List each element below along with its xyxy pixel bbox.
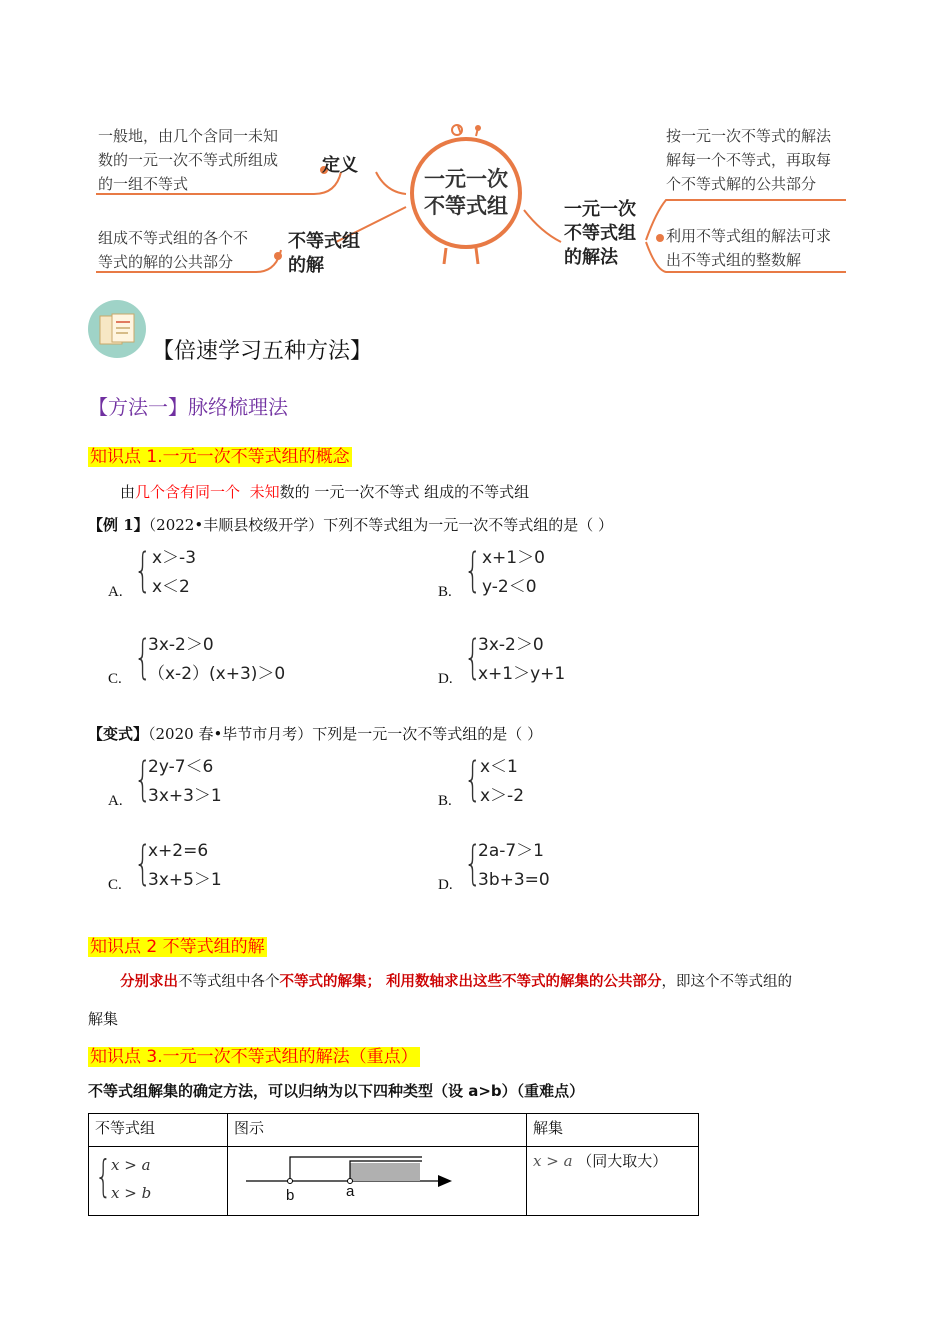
brace-icon: { bbox=[134, 836, 152, 890]
method1-title: 【方法一】脉络梳理法 bbox=[88, 395, 288, 419]
solution-text: 组成不等式组的各个不 等式的解的公共部分 bbox=[98, 229, 249, 271]
option-b-letter: B. bbox=[438, 584, 452, 600]
method-text-2: 利用不等式组的解法可求 出不等式组的整数解 bbox=[666, 227, 832, 269]
kp3-subtitle: 不等式组解集的确定方法，可以归纳为以下四种类型（设 a>b）（重难点） bbox=[88, 1082, 585, 1100]
center-line-1: 一元一次 bbox=[424, 167, 508, 191]
definition-node: 定义 bbox=[322, 155, 358, 176]
brace-icon: { bbox=[464, 836, 482, 890]
header-system: 不等式组 bbox=[89, 1114, 228, 1147]
section-title: 【倍速学习五种方法】 bbox=[152, 339, 373, 364]
point-a-label: a bbox=[346, 1183, 355, 1200]
variant-d-letter: D. bbox=[438, 877, 453, 893]
brace-icon: { bbox=[464, 543, 482, 597]
variant-a-letter: A. bbox=[108, 793, 123, 809]
point-b-label: b bbox=[286, 1187, 295, 1204]
header-solution: 解集 bbox=[527, 1114, 699, 1147]
mind-map-center bbox=[410, 137, 522, 249]
definition-text: 一般地，由几个含同一未知 数的一元一次不等式所组成 的一组不等式 bbox=[98, 127, 279, 193]
method-text-1: 按一元一次不等式的解法 解每一个不等式，再取每 个不等式解的公共部分 bbox=[666, 127, 832, 193]
solution-node: 不等式组 的解 bbox=[288, 231, 360, 276]
option-a-letter: A. bbox=[108, 584, 123, 600]
header-diagram: 图示 bbox=[228, 1114, 527, 1147]
option-c-letter: C. bbox=[108, 671, 122, 687]
brace-icon: { bbox=[464, 630, 482, 684]
table-row bbox=[89, 1147, 699, 1216]
kp2-title: 知识点 2 不等式组的解 bbox=[90, 937, 265, 957]
notes-icon bbox=[88, 300, 146, 358]
brace-icon: { bbox=[134, 752, 152, 806]
kp2-line2: 解集 bbox=[88, 1010, 119, 1028]
table-header-row bbox=[89, 1114, 699, 1147]
row1-diagram bbox=[228, 1147, 527, 1216]
row1-system: { x > a x > b bbox=[89, 1147, 228, 1216]
variant-b-letter: B. bbox=[438, 793, 452, 809]
variant-c-letter: C. bbox=[108, 877, 122, 893]
method-node: 一元一次 不等式组 的解法 bbox=[564, 199, 636, 268]
kp3-title: 知识点 3.一元一次不等式组的解法（重点） bbox=[90, 1047, 418, 1067]
option-d-letter: D. bbox=[438, 671, 453, 687]
kp1-line: 由几个含有同一个 未知数的 一元一次不等式 组成的不等式组 bbox=[120, 483, 530, 501]
example1-question: 【例 1】（2022•丰顺县校级开学）下列不等式组为一元一次不等式组的是（ ） bbox=[88, 516, 613, 534]
brace-icon: { bbox=[134, 630, 152, 684]
kp1-title: 知识点 1.一元一次不等式组的概念 bbox=[90, 447, 350, 467]
center-line-2: 不等式组 bbox=[424, 194, 508, 218]
brace-icon: { bbox=[464, 752, 482, 806]
solution-table bbox=[88, 1113, 699, 1216]
row1-solution: x > a （同大取大） bbox=[527, 1147, 699, 1216]
brace-icon: { bbox=[95, 1151, 112, 1202]
variant-question: 【变式】（2020 春•毕节市月考）下列是一元一次不等式组的是（ ） bbox=[88, 725, 543, 743]
number-line-diagram bbox=[242, 1151, 462, 1211]
kp2-line: 分别求出不等式组中各个不等式的解集； 利用数轴求出这些不等式的解集的公共部分，即这个不等式组的 bbox=[120, 973, 793, 990]
brace-icon: { bbox=[134, 543, 152, 597]
